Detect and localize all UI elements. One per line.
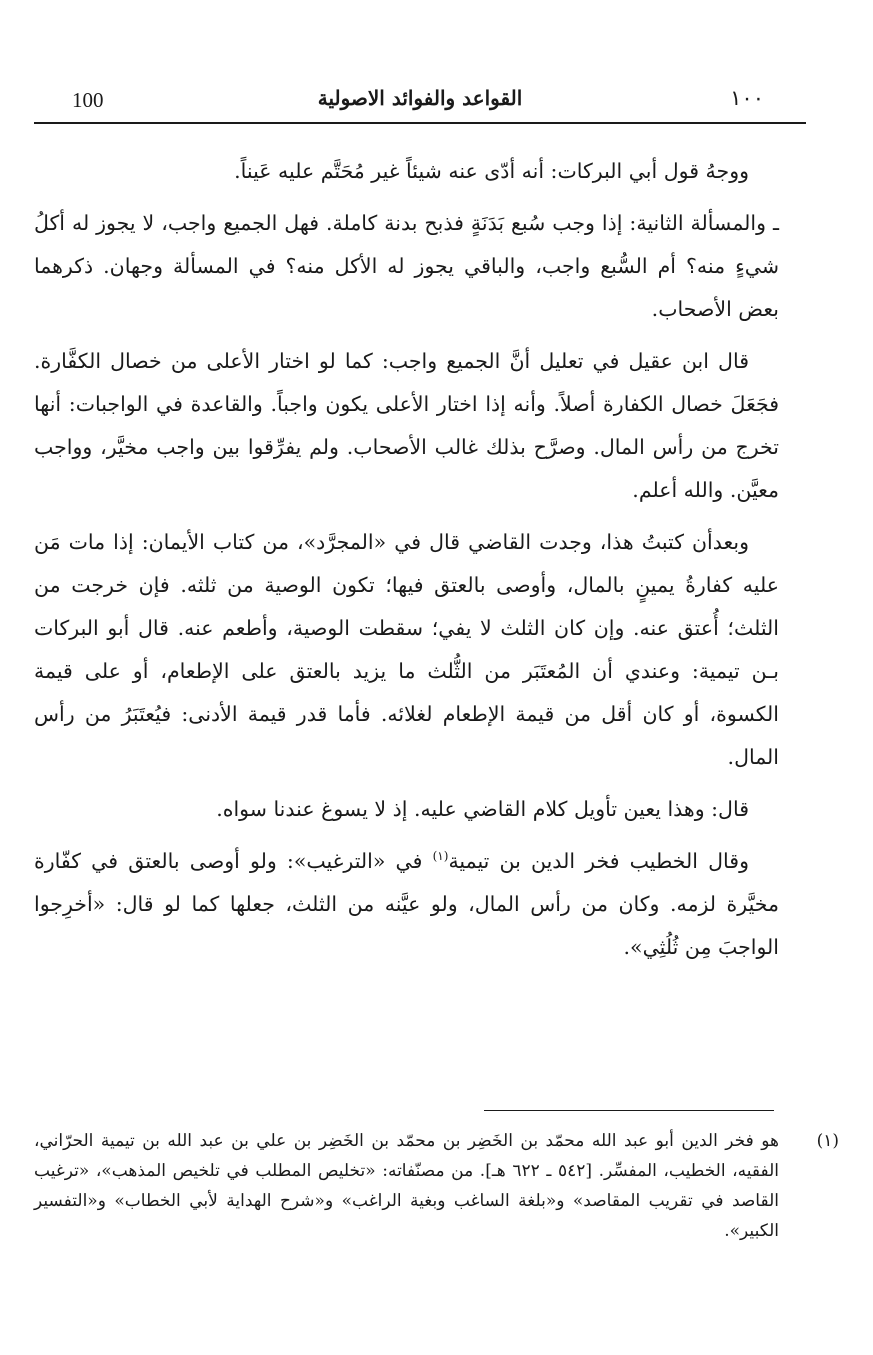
footnote-marker: (١) (816, 1131, 839, 1151)
paragraph-4: وبعدأن كتبتُ هذا، وجدت القاضي قال في «المجرَّد»، من كتاب الأيمان: إذا مات مَن عليه كفارةُ يمينٍ بالمال، وأوصى بالعتق فيها؛ تكون الوصية من ثلثه. فإن خرجت من الثلث؛ أُعتق عنه. وإن كان الثلث لا يفي؛ سقطت الوصية، وأطعم عنه. قال أبو البركات بـن تيمية: وعندي أن المُعتَبَر من الثُّلث ما يزيد بالعتق على الإطعام، أو على قيمة الكسوة، أو كان أقل من قيمة الإطعام لغلائه. فأما قدر قيمة الأدنى: فيُعتَبَرُ من رأس المال. (34, 530, 779, 769)
running-title: القواعد والفوائد الاصولية (317, 86, 523, 110)
paragraph-1: ووجهُ قول أبي البركات: أنه أدّى عنه شيئاً غير مُحَتَّم عليه عَيناً. (234, 159, 749, 183)
page-header (34, 78, 806, 124)
footnote-reference: (١) (432, 849, 449, 864)
footnote-text: هو فخر الدين أبو عبد الله محمّد بن الخَضِر بن محمّد بن الخَضِر بن علي بن عبد الله بن تيمية الحرّاني، الفقيه، الخطيب، المفسِّر. [٥٤٢ ـ ٦٢٢ هـ]. من مصنّفاته: «تخليص المطلب في تلخيص المذهب»، «ترغيب القاصد في تقريب المقاصد» و«بلغة الساغب وبغية الراغب» و«شرح الهداية لأبي الخطاب» و«التفسير الكبير». (34, 1131, 779, 1241)
main-text (34, 150, 779, 978)
paragraph-5: قال: وهذا يعين تأويل كلام القاضي عليه. إذ لا يسوغ عندنا سواه. (216, 797, 749, 821)
paragraph-3: قال ابن عقيل في تعليل أنَّ الجميع واجب: كما لو اختار الأعلى من خصال الكفَّارة. فجَعَلَ خصال الكفارة أصلاً. وأنه إذا اختار الأعلى يكون واجباً. والقاعدة في الواجبات: أنها تخرج من رأس المال. وصرَّح بذلك غالب الأصحاب. ولم يفرِّقوا بين واجب مخيَّر، وواجب معيَّن. والله أعلم. (34, 349, 779, 502)
paragraph-6-end: في «الترغيب»: ولو أوصى بالعتق في كفّارة مخيَّرة لزمه. وكان من رأس المال، ولو عيَّنه من الثلث، جعلها كما لو قال: «أخرِجوا الواجبَ مِن ثُلُثِي». (34, 849, 779, 959)
paragraph-6-start: وقال الخطيب فخر الدين بن تيمية (448, 849, 749, 873)
paragraph-2: ـ والمسألة الثانية: إذا وجب سُبع بَدَنَةٍ فذبح بدنة كاملة. فهل الجميع واجب، لا يجوز له أكلُ شيءٍ منه؟ أم السُّبع واجب، والباقي يجوز له الأكل منه؟ في المسألة وجهان. ذكرهما بعض الأصحاب. (34, 211, 779, 321)
page-number-latin: 100 (72, 88, 104, 112)
footnote-separator (484, 1110, 774, 1111)
page-number-arabic: ١٠٠ (730, 86, 764, 110)
paragraph-6 (34, 840, 779, 969)
footnote (34, 1126, 839, 1246)
